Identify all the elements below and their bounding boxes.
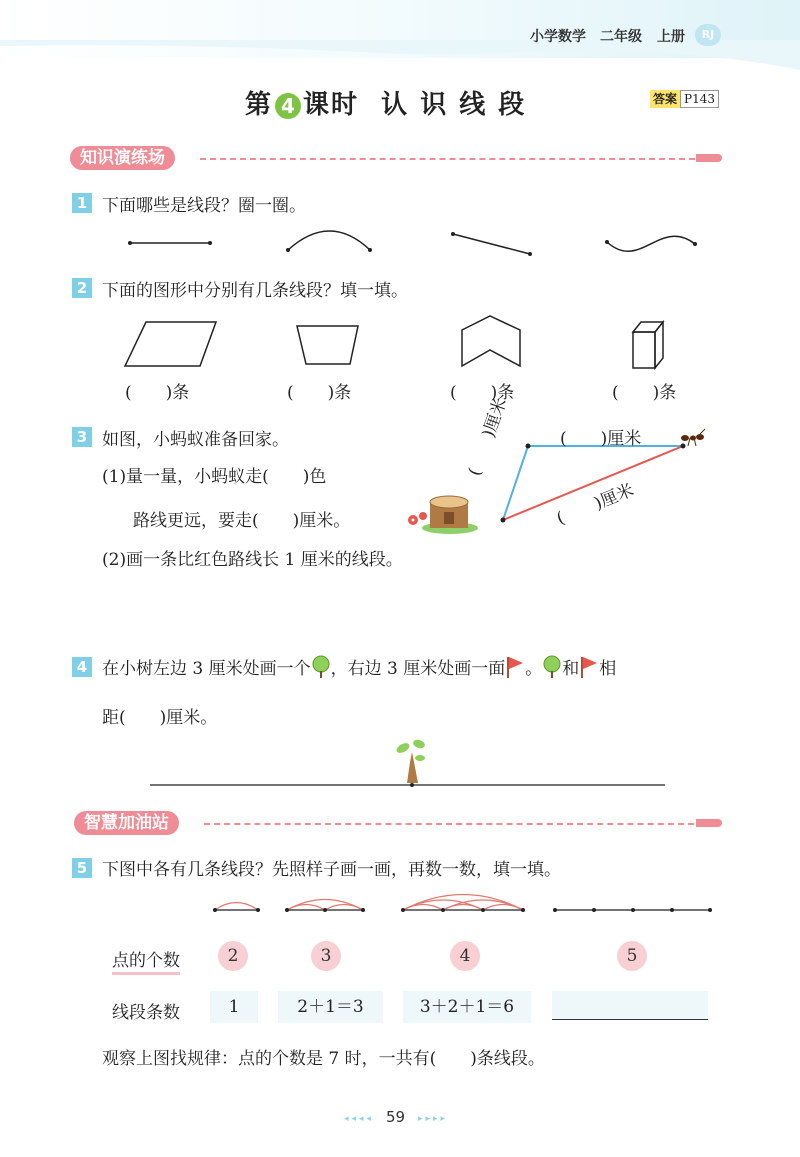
q2-cube [633,322,663,368]
tree-icon [542,655,562,679]
flag-icon [505,655,525,679]
q4-text-e: 相 [599,659,617,679]
q2-blank-4[interactable]: ( )条 [612,383,677,403]
title-name: 认 识 线 段 [381,90,527,120]
q5-points-4: 5 [617,941,647,971]
q4-text-c: 。 [525,659,543,679]
sapling-icon [395,738,426,783]
q2-trapezoid [297,326,358,364]
q4-text-b: ，右边 3 厘米处画一面 [330,659,506,679]
answer-reference [650,90,719,107]
q4-drawing-line[interactable] [150,738,670,792]
title-prefix: 第 [245,90,274,120]
header-volume: 上册 [657,29,685,45]
tree-stump-icon [408,496,478,534]
q4-number: 4 [72,657,92,677]
q3-number: 3 [72,427,92,447]
q3-text: 如图，小蚂蚁准备回家。 [102,430,289,450]
q4-text-a: 在小树左边 3 厘米处画一个 [102,659,311,679]
header-grade: 二年级 [600,29,642,45]
q4-line1 [102,654,616,679]
q4-line2[interactable]: 距( )厘米。 [102,708,218,728]
flag-icon [579,655,599,679]
q5-points-3: 4 [450,941,480,971]
q1-line [453,234,530,254]
q3-label-top[interactable]: ( )厘米 [560,429,642,449]
footer-dots-right: ▸▸▸▸ [418,1114,449,1124]
section-divider [204,823,694,825]
q1-text: 下面哪些是线段？圈一圈。 [102,196,306,216]
section-practice: 知识演练场 [70,146,175,170]
ant-icon [681,429,705,446]
q5-number: 5 [72,858,92,878]
q1-arc [288,231,370,250]
q2-blank-3[interactable]: ( )条 [450,383,515,403]
q5-row-label-segments: 线段条数 [112,1003,180,1023]
blue-route-left [503,446,528,520]
q2-blank-2[interactable]: ( )条 [287,383,352,403]
q5-text: 下图中各有几条线段？先照样子画一画，再数一数，填一填。 [102,860,561,880]
header-badge: RJ [695,24,721,46]
q5-segments-4-answer[interactable] [552,991,708,1020]
section-wisdom: 智慧加油站 [74,811,179,835]
q5-segments-3: 3＋2＋1＝6 [403,991,531,1023]
header-wave [0,40,800,80]
q5-conclusion[interactable]: 观察上图找规律：点的个数是 7 时，一共有( )条线段。 [102,1049,545,1069]
q2-text: 下面的图形中分别有几条线段？填一填。 [102,281,408,301]
footer-dots-left: ◂◂◂◂ [344,1114,375,1124]
q4-text-d: 和 [562,659,580,679]
answer-page: P143 [680,90,719,108]
q2-number: 2 [72,278,92,298]
answer-label: 答案 [650,90,680,108]
section-divider [200,158,695,160]
q2-pentagon-shape [462,316,520,366]
q1-number: 1 [72,193,92,213]
q5-points-2: 3 [311,941,341,971]
title-suffix: 课时 [303,90,360,120]
q3-part1-line2: 路线更远，要走( )厘米。 [133,511,351,531]
q1-figures [120,222,710,262]
lesson-number: 4 [275,93,301,119]
header-subject: 小学数学 [530,29,586,45]
q5-points-1: 2 [218,941,248,971]
pencil-icon [696,154,722,162]
pencil-icon [696,819,722,827]
page-title [245,84,526,121]
q3-part1-line1: (1)量一量，小蚂蚁走( )色 [102,467,327,487]
q2-parallelogram [125,322,216,366]
q2-blank-1[interactable]: ( )条 [125,383,190,403]
q5-row-label-points: 点的个数 [112,946,180,975]
q2-figures [110,312,710,374]
q3-label-left[interactable]: ( )厘米 [464,395,512,479]
q5-segments-2: 2＋1＝3 [278,991,383,1023]
q3-diagram [395,420,715,550]
q3-part2: (2)画一条比红色路线长 1 厘米的线段。 [102,550,403,570]
q5-segments-1: 1 [210,991,258,1023]
q3-label-bottom[interactable]: ( )厘米 [553,480,637,530]
q1-wave [607,236,695,251]
tree-icon [311,655,331,679]
q5-segment-figures [205,885,720,930]
page-number: 59 [386,1108,406,1126]
